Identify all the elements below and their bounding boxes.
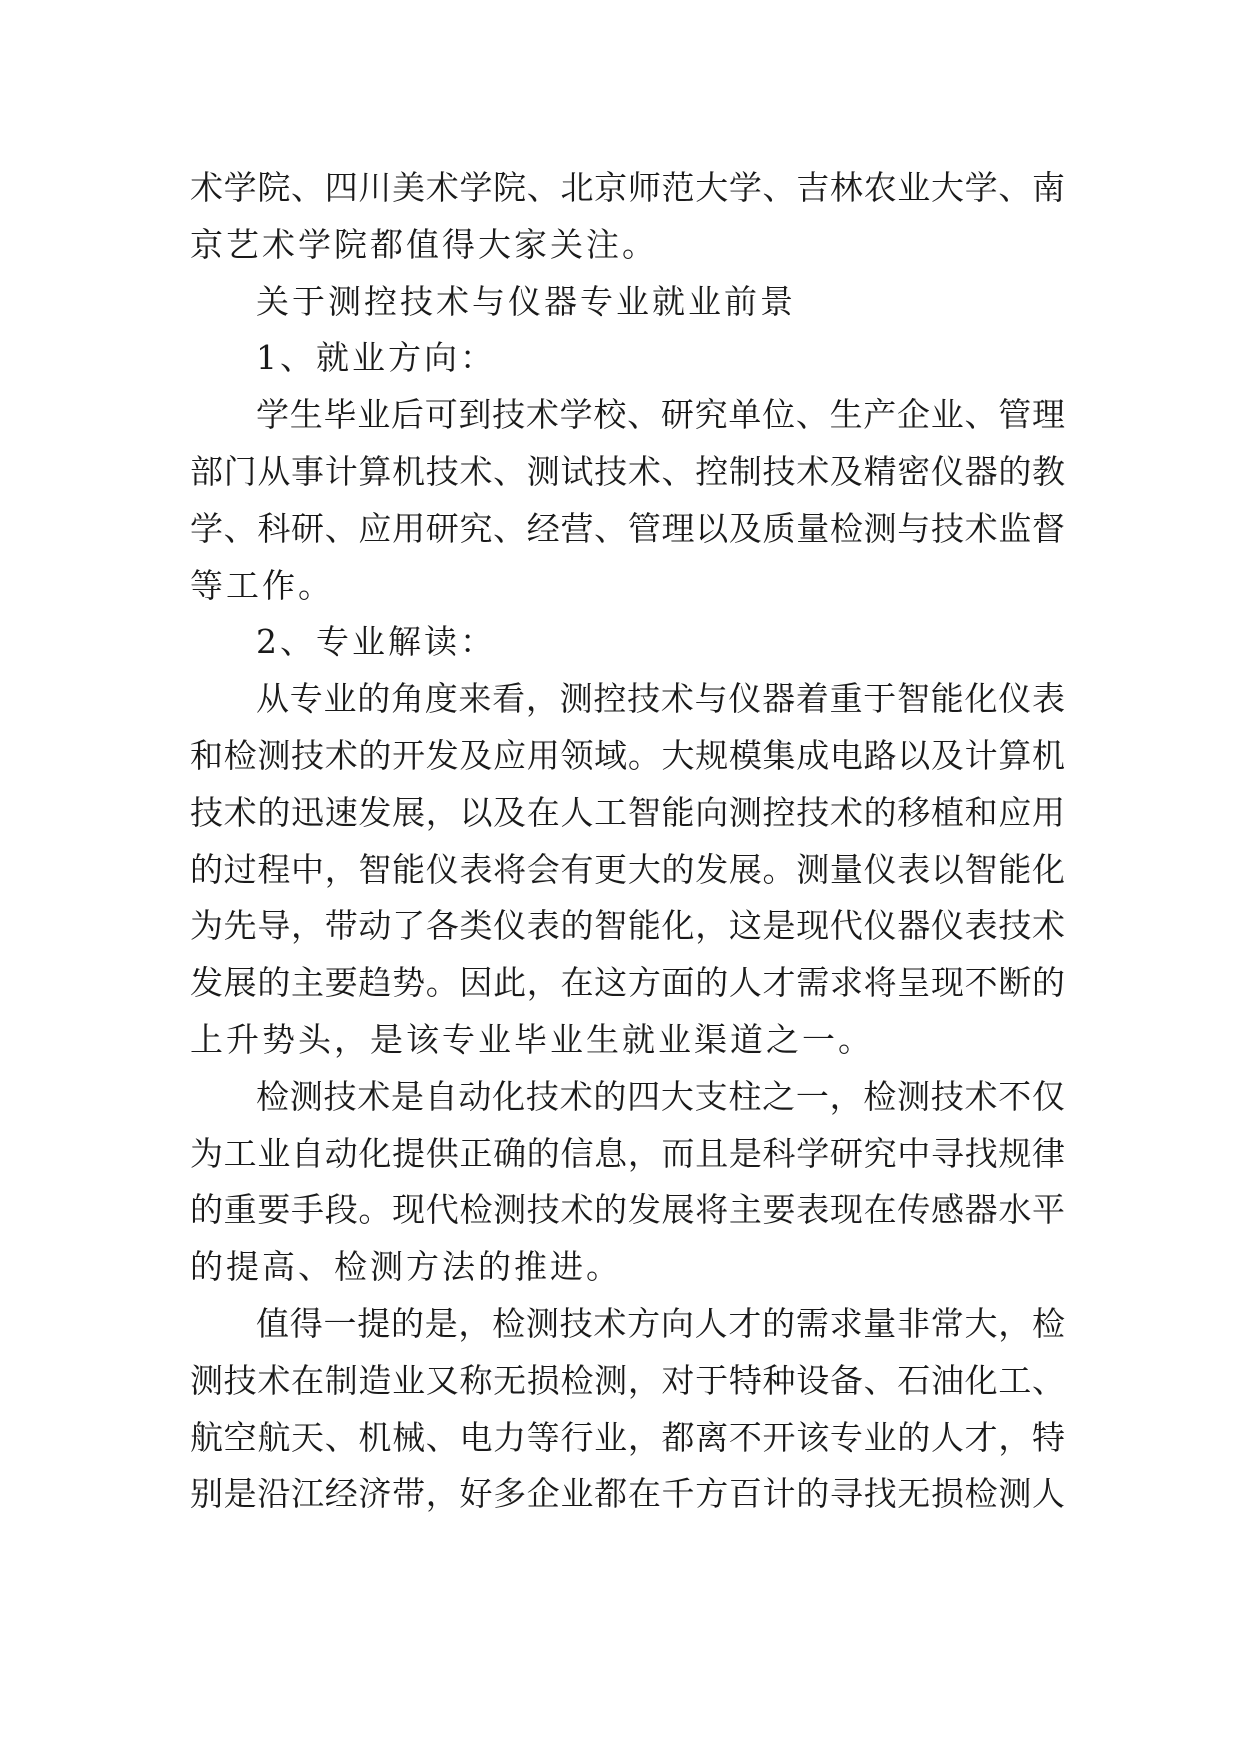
text-line: 发展的主要趋势。因此，在这方面的人才需求将呈现不断的	[190, 963, 1065, 1003]
subsection-heading: 2、专业解读：	[256, 622, 496, 662]
text-line: 别是沿江经济带，好多企业都在千方百计的寻找无损检测人	[190, 1474, 1065, 1514]
text-line: 上升势头，是该专业毕业生就业渠道之一。	[190, 1019, 874, 1059]
text-line: 为先导，带动了各类仪表的智能化，这是现代仪器仪表技术	[190, 906, 1065, 946]
text-line: 京艺术学院都值得大家关注。	[190, 224, 658, 264]
document-page	[190, 160, 1065, 1523]
section-heading: 关于测控技术与仪器专业就业前景	[256, 281, 796, 321]
text-line: 从专业的角度来看，测控技术与仪器着重于智能化仪表	[256, 679, 1065, 719]
text-line: 测技术在制造业又称无损检测，对于特种设备、石油化工、	[190, 1360, 1065, 1400]
text-line: 和检测技术的开发及应用领域。大规模集成电路以及计算机	[190, 735, 1065, 775]
text-line: 部门从事计算机技术、测试技术、控制技术及精密仪器的教	[190, 451, 1065, 491]
text-line: 等工作。	[190, 565, 334, 605]
text-line: 的提高、检测方法的推进。	[190, 1247, 622, 1287]
text-line: 值得一提的是，检测技术方向人才的需求量非常大，检	[256, 1303, 1065, 1343]
text-line: 技术的迅速发展，以及在人工智能向测控技术的移植和应用	[190, 792, 1065, 832]
text-line: 为工业自动化提供正确的信息，而且是科学研究中寻找规律	[190, 1133, 1065, 1173]
text-line: 学、科研、应用研究、经营、管理以及质量检测与技术监督	[190, 508, 1065, 548]
text-line: 航空航天、机械、电力等行业，都离不开该专业的人才，特	[190, 1417, 1065, 1457]
text-line: 检测技术是自动化技术的四大支柱之一，检测技术不仅	[256, 1076, 1065, 1116]
text-line: 的过程中，智能仪表将会有更大的发展。测量仪表以智能化	[190, 849, 1065, 889]
text-line: 的重要手段。现代检测技术的发展将主要表现在传感器水平	[190, 1190, 1065, 1230]
text-line: 学生毕业后可到技术学校、研究单位、生产企业、管理	[256, 395, 1065, 435]
subsection-heading: 1、就业方向：	[256, 338, 496, 378]
text-line: 术学院、四川美术学院、北京师范大学、吉林农业大学、南	[190, 168, 1065, 207]
